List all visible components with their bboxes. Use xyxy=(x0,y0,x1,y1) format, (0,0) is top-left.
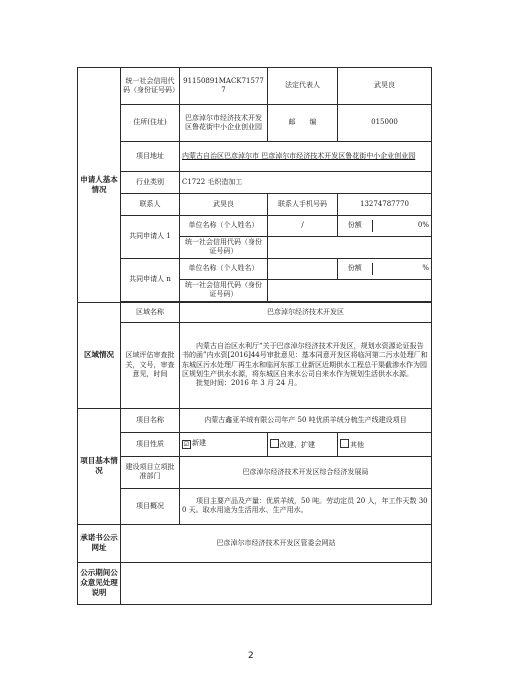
co-applicant-1-share-cell xyxy=(338,216,432,237)
nature-option-expand[interactable] xyxy=(268,432,338,456)
project-nature-label: 项目性质 xyxy=(121,432,180,456)
co-applicant-1-label: 共同申请人 1 xyxy=(121,216,180,259)
postcode-label: 邮 编 xyxy=(268,105,338,142)
co-applicant-n-code-value xyxy=(268,279,432,301)
contact-label: 联系人 xyxy=(121,194,180,216)
region-eval-date: 批复时间：2016 年 3 月 24 月。 xyxy=(196,379,302,388)
credit-code-label: 统一社会信用代码（身份证号码） xyxy=(121,68,180,105)
credit-code-value: 91150891MACK715777 xyxy=(180,68,268,105)
checkbox-icon[interactable] xyxy=(270,439,279,448)
phone-value: 13274787770 xyxy=(338,194,432,216)
region-eval-label: 区域评估审查批关，文号，审查意见，时间 xyxy=(121,322,180,408)
address-label: 住所(住址) xyxy=(121,105,180,142)
industry-value: C1722 毛织造加工 xyxy=(180,172,432,194)
contact-value: 武昊良 xyxy=(180,194,268,216)
co-applicant-1-share-value: 0% xyxy=(417,221,429,230)
approval-dept-value: 巴彦淖尔经济技术开发区综合经济发展局 xyxy=(180,456,432,488)
phone-label: 联系人手机号码 xyxy=(268,194,338,216)
co-applicant-n-label: 共同申请人 n xyxy=(121,258,180,301)
approval-dept-label: 建设项目立项批准部门 xyxy=(121,456,180,488)
project-section-title: 项目基本情况 xyxy=(78,408,121,524)
checkbox-icon[interactable] xyxy=(340,439,349,448)
nature-option-new[interactable] xyxy=(180,432,268,456)
project-name-label: 项目名称 xyxy=(121,408,180,432)
co-applicant-1-code-value xyxy=(268,237,432,259)
co-applicant-n-name-value xyxy=(268,258,338,279)
nature-option-expand-label: 改建、扩建 xyxy=(280,440,315,449)
address-value: 巴彦淖尔市经济技术开发区鲁花街中小企业创业园 xyxy=(180,105,268,142)
region-eval-text: 内蒙古自治区水利厅“关于巴彦淖尔经济技术开发区，规划水资源论证报告书的函”内水资[2016]44号审批意见：基本同意开发区将临河第二污水处理厂和东城区污水处理厂再生水和临河东部工业新区近期供水工程总干渠截渗水作为园区规划生产供水水源，将东城区自来水公司自来水作为规划生活供水水源。 xyxy=(182,341,428,378)
region-name-value: 巴彦淖尔经济技术开发区 xyxy=(180,302,432,322)
nature-option-new-label: 新建 xyxy=(192,439,206,448)
nature-option-other[interactable] xyxy=(338,432,432,456)
project-name-value: 内蒙古鑫亚羊绒有限公司年产 50 吨优质羊绒分梳生产线建设项目 xyxy=(180,408,432,432)
promise-section-title: 承诺书公示网址 xyxy=(78,524,121,562)
region-eval-cell xyxy=(180,322,432,408)
co-applicant-n-share-label: 份额 xyxy=(338,263,373,274)
co-applicant-n-share-value: % xyxy=(422,264,429,273)
project-overview-value: 项目主要产品及产量：优质羊绒，50 吨。劳动定员 20 人，年工作天数 300 天。取水用途为生活用水、生产用水。 xyxy=(180,488,432,524)
legal-rep-label: 法定代表人 xyxy=(268,68,338,105)
co-applicant-1-name-value: / xyxy=(268,216,338,237)
publicity-section-title: 公示期间公众意见处理说明 xyxy=(78,562,121,604)
project-location-value: 内蒙古自治区巴彦淖尔市 巴彦淖尔市经济技术开发区鲁花街中小企业创业园 xyxy=(180,142,432,172)
co-applicant-1-share-label: 份额 xyxy=(338,220,373,231)
region-section-title: 区域情况 xyxy=(78,302,121,408)
application-form-table xyxy=(77,67,432,605)
region-name-label: 区域名称 xyxy=(121,302,180,322)
project-location-label: 项目地址 xyxy=(121,142,180,172)
co-applicant-n-code-label: 统一社会信用代码（身份证号码） xyxy=(180,279,268,301)
applicant-section-title: 申请人基本情况 xyxy=(78,68,121,303)
co-applicant-n-name-label: 单位名称（个人姓名） xyxy=(180,258,268,279)
industry-label: 行业类别 xyxy=(121,172,180,194)
co-applicant-n-share-cell xyxy=(338,258,432,279)
co-applicant-1-code-label: 统一社会信用代码（身份证号码） xyxy=(180,237,268,259)
co-applicant-1-name-label: 单位名称（个人姓名） xyxy=(180,216,268,237)
nature-option-other-label: 其他 xyxy=(350,440,364,449)
project-overview-label: 项目概况 xyxy=(121,488,180,524)
promise-url-value: 巴彦淖尔市经济技术开发区管委会网站 xyxy=(121,524,432,562)
postcode-value: 015000 xyxy=(338,105,432,142)
checkbox-checked-icon[interactable]: ☑ xyxy=(183,441,190,449)
legal-rep-value: 武昊良 xyxy=(338,68,432,105)
publicity-value xyxy=(121,562,432,604)
page-number: 2 xyxy=(248,651,254,661)
